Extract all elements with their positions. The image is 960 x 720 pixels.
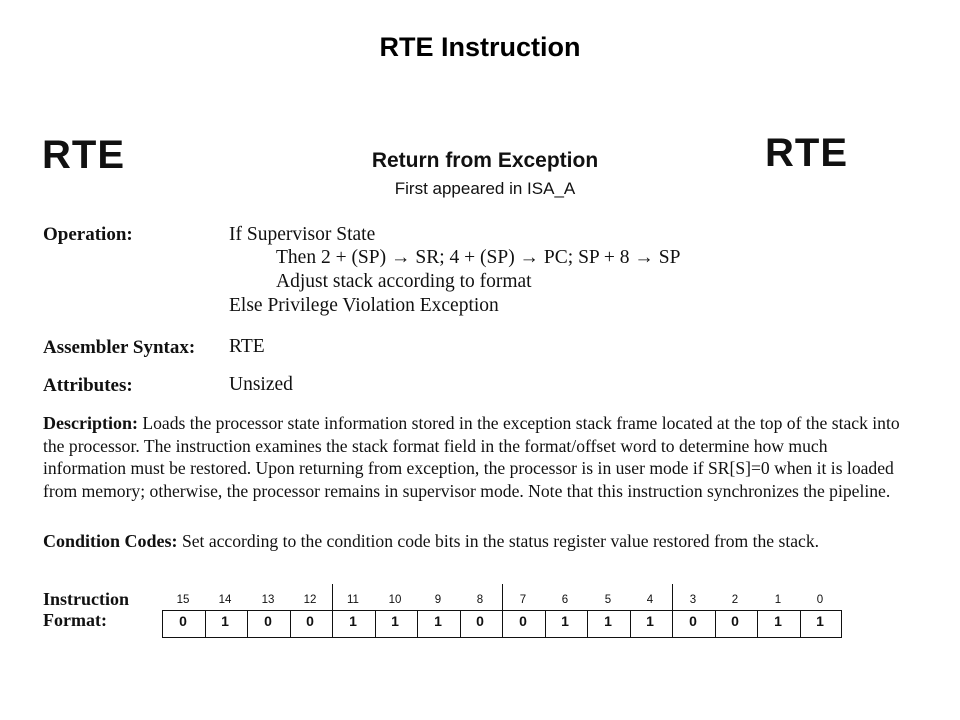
bit-number: 3 (689, 594, 697, 606)
condition-codes-label: Condition Codes: (43, 531, 178, 551)
attributes-label: Attributes: (43, 375, 133, 396)
bit-number: 2 (731, 594, 739, 606)
operation-line: Then 2 + (SP) → SR; 4 + (SP) → PC; SP + 8 → SP (276, 247, 681, 268)
bit-value: 1 (391, 613, 399, 629)
bit-number: 13 (261, 594, 275, 606)
bit-value: 1 (561, 613, 569, 629)
bit-value: 1 (774, 613, 782, 629)
mnemonic-left: RTE (42, 133, 125, 177)
bit-value: 0 (306, 613, 314, 629)
operation-line: Adjust stack according to format (276, 271, 532, 292)
bit-number: 4 (646, 594, 654, 606)
description-paragraph (43, 412, 913, 502)
bit-number: 7 (519, 594, 527, 606)
section-subheading: First appeared in ISA_A (394, 179, 576, 198)
description-label: Description: (43, 413, 138, 433)
bit-number: 8 (476, 594, 484, 606)
condition-codes-text: Set according to the condition code bits in the status register value restored from the stack. (181, 531, 820, 551)
bit-number: 1 (774, 594, 782, 606)
bit-value: 1 (604, 613, 612, 629)
bit-value: 0 (519, 613, 527, 629)
operation-line: Else Privilege Violation Exception (229, 295, 499, 316)
bit-number: 5 (604, 594, 612, 606)
bit-number: 10 (388, 594, 402, 606)
instruction-format-label-line1: Instruction (43, 589, 130, 609)
description-text: Loads the processor state information stored in the exception stack frame located at the top of the stack into the processor. The instruction examines the stack format field in the format/offset word to determine how much information must be restored. Upon returning from exception, the processor is in user mode if SR[S]=0 when it is loaded from memory; otherwise, the processor remains in supervisor mode. Note that this instruction synchronizes the pipeline. (43, 413, 900, 501)
bit-value: 1 (221, 613, 229, 629)
bit-number: 11 (347, 594, 359, 606)
bit-value: 0 (476, 613, 484, 629)
attributes-value: Unsized (229, 374, 293, 395)
operation-line: If Supervisor State (229, 224, 376, 245)
bit-number: 15 (176, 594, 190, 606)
bit-value: 0 (689, 613, 697, 629)
bit-number: 6 (561, 594, 569, 606)
bit-value: 1 (816, 613, 824, 629)
bit-number: 0 (816, 594, 824, 606)
bit-number: 14 (218, 594, 232, 606)
instruction-format-label-line2: Format: (43, 610, 107, 630)
bit-number: 12 (303, 594, 317, 606)
assembler-syntax-value: RTE (229, 336, 265, 357)
mnemonic-right: RTE (765, 131, 848, 175)
bit-number: 9 (434, 594, 442, 606)
condition-codes-paragraph (43, 530, 913, 553)
bit-value: 1 (646, 613, 654, 629)
bit-value: 0 (731, 613, 739, 629)
bit-value: 0 (264, 613, 272, 629)
assembler-syntax-label: Assembler Syntax: (43, 337, 196, 358)
bit-value: 0 (179, 613, 187, 629)
bit-value: 1 (434, 613, 442, 629)
bit-value: 1 (349, 613, 357, 629)
operation-label: Operation: (43, 224, 133, 245)
section-heading: Return from Exception (371, 149, 599, 172)
slide-title: RTE Instruction (379, 32, 581, 62)
